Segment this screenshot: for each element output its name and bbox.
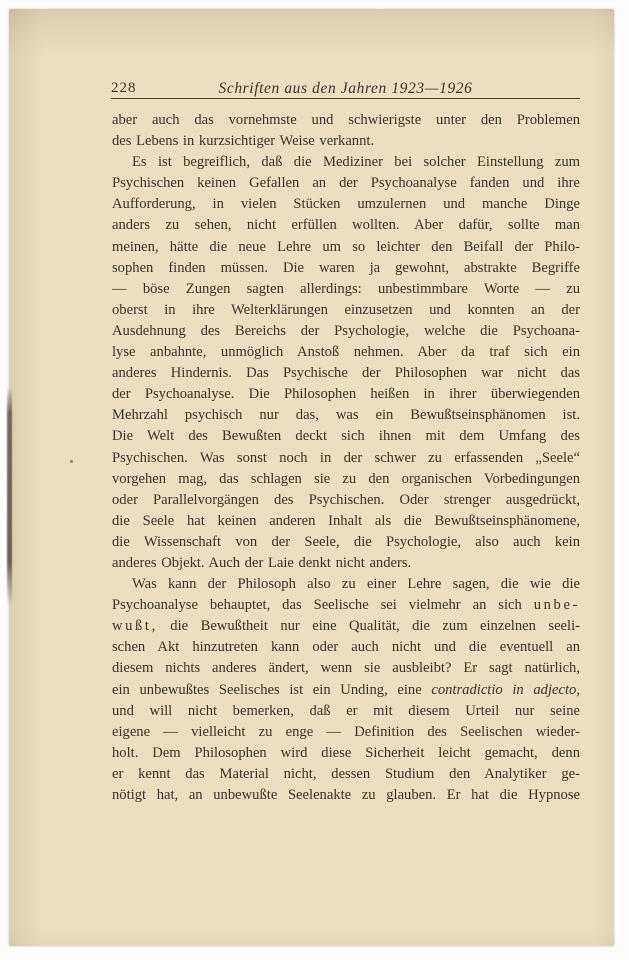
running-head-title: Schriften aus den Jahren 1923—1926 bbox=[218, 80, 473, 97]
text-line: Psychoanalyse behauptet, das Seelische sei vielmehr an sich unbe- bbox=[112, 597, 580, 614]
text-line: Aufforderung, in vielen Stücken umzulernen und manche Dinge bbox=[112, 196, 580, 213]
text-line: Die Welt des Bewußten deckt sich ihnen mit dem Umfang des bbox=[112, 428, 580, 445]
text-line: Ausdehnung des Bereichs der Psychologie, welche die Psychoana- bbox=[112, 322, 580, 339]
text-line: die Wissenschaft von der Seele, die Psychologie, also auch kein bbox=[112, 533, 580, 550]
text-line: Was kann der Philosoph also zu einer Lehre sagen, die wie die bbox=[132, 576, 580, 593]
text-line: meinen, hätte die neue Lehre um so leichter den Beifall der Philo- bbox=[112, 238, 580, 255]
text-line: — böse Zungen sagten allerdings: unbestimmbare Worte — zu bbox=[112, 280, 580, 297]
text-line: aber auch das vornehmste und schwierigste unter den Problemen bbox=[112, 112, 580, 128]
text-line: diesem nichts anderes ändert, wenn sie ausbleibt? Er sagt natürlich, bbox=[112, 660, 580, 677]
page-edge-shadow bbox=[7, 387, 12, 605]
text-line: der Psychoanalyse. Die Philosophen heißen in ihrer überwiegenden bbox=[112, 386, 580, 403]
text-line: Es ist begreiflich, daß die Mediziner bei solcher Einstellung zum bbox=[132, 154, 580, 171]
text-line: wußt, die Bewußtheit nur eine Qualität, die zum einzelnen seeli- bbox=[112, 618, 580, 635]
text-line: oder Parallelvorgängen des Psychischen. Oder strenger ausgedrückt, bbox=[112, 491, 580, 508]
text-line: Psychischen keinen Gefallen an der Psychoanalyse fanden und ihre bbox=[112, 175, 580, 192]
text-line: vorgehen mag, das schlagen sie zu den organischen Vorbedingungen bbox=[112, 470, 580, 487]
text-line: des Lebens in kurzsichtiger Weise verkannt. bbox=[112, 133, 375, 150]
text-line: ein unbewußtes Seelisches ist ein Unding, eine contradictio in adjecto, bbox=[112, 681, 580, 698]
text-line: anderes Hindernis. Das Psychische der Philosophen war nicht das bbox=[112, 365, 580, 382]
text-line: anderes Objekt. Auch der Laie denkt nicht anders. bbox=[112, 554, 412, 571]
text-line: sophen finden müssen. Die waren ja gewohnt, abstrakte Begriffe bbox=[112, 259, 580, 276]
book-page bbox=[9, 9, 614, 946]
text-line: eigene — vielleicht zu enge — Definition des Seelischen wieder- bbox=[112, 723, 580, 740]
text-line: und will nicht bemerken, daß er mit diesem Urteil nur seine bbox=[112, 702, 580, 719]
text-line: Psychischen. Was sonst noch in der schwer zu erfassenden „Seele“ bbox=[112, 449, 580, 466]
body-text bbox=[112, 110, 580, 806]
text-line: schen Akt hinzutreten kann oder auch nicht und die eventuell an bbox=[112, 639, 580, 656]
running-head bbox=[111, 80, 580, 100]
text-line: holt. Dem Philosophen wird diese Sicherheit leicht gemacht, denn bbox=[112, 744, 580, 761]
text-line: die Seele hat keinen anderen Inhalt als die Bewußtseinsphänomene, bbox=[112, 512, 580, 529]
text-line: nötigt hat, an unbewußte Seelenakte zu glauben. Er hat die Hypnose bbox=[112, 787, 580, 803]
text-line: Mehrzahl psychisch nur das, was ein Bewußtseinsphänomen ist. bbox=[112, 407, 580, 424]
header-rule bbox=[111, 98, 580, 99]
page-number: 228 bbox=[111, 80, 137, 96]
text-line: lyse anbahnte, unmöglich Anstoß nehmen. Aber da traf sich ein bbox=[112, 344, 580, 361]
text-line: anders zu sehen, nicht erfüllen wollten. Aber dafür, sollte man bbox=[112, 217, 580, 234]
text-line: oberst in ihre Welterklärungen einzusetzen und konnten an der bbox=[112, 301, 580, 318]
paper-speck bbox=[70, 460, 73, 463]
text-line: er kennt das Material nicht, dessen Studium den Analytiker ge- bbox=[112, 765, 580, 782]
